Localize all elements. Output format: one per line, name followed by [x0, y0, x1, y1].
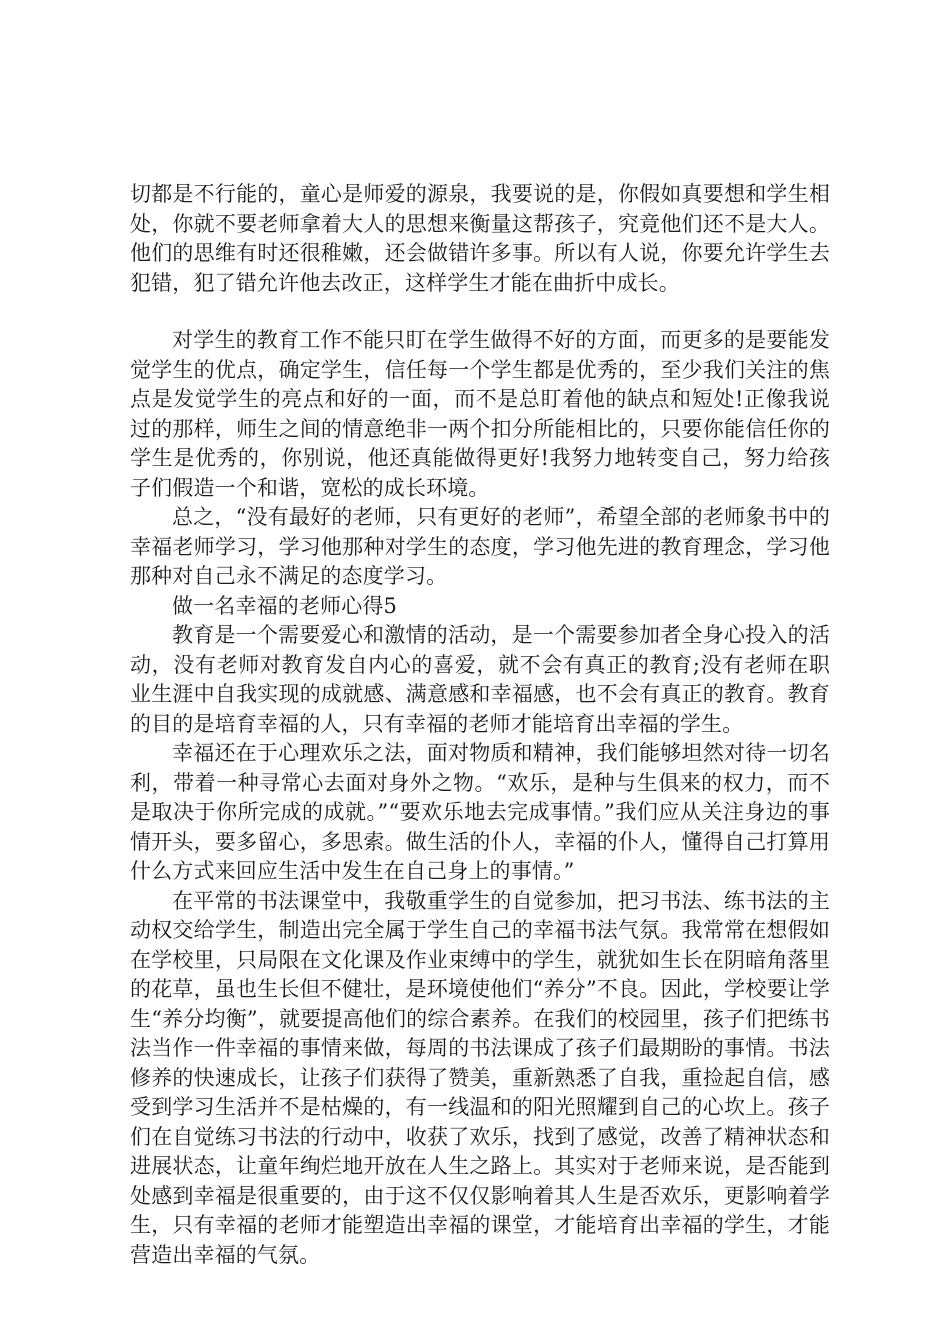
document-page	[130, 180, 830, 1270]
section-heading: 做一名幸福的老师心得5	[172, 593, 398, 618]
paragraph-conclusion: 总之，“没有最好的老师，只有更好的老师”，希望全部的老师象书中的幸福老师学习，学习他那种对学生的态度，学习他先进的教育理念，学习他那种对自己永不满足的态度学习。	[130, 505, 830, 588]
paragraph-continuation: 切都是不行能的，童心是师爱的源泉，我要说的是，你假如真要想和学生相处，你就不要老师拿着大人的思想来衡量这帮孩子，究竟他们还不是大人。他们的思维有时还很稚嫩，还会做错许多事。所以有人说，你要允许学生去犯错，犯了错允许他去改正，这样学生才能在曲折中成长。	[130, 182, 830, 295]
paragraph-happiness-mindset: 幸福还在于心理欢乐之法，面对物质和精神，我们能够坦然对待一切名利，带着一种寻常心去面对身外之物。“欢乐，是种与生俱来的权力，而不是取决于你所完成的成就。”“要欢乐地去完成事情。”我们应从关注身边的事情开头，要多留心，多思索。做生活的仆人，幸福的仆人，懂得自己打算用什么方式来回应生活中发生在自己身上的事情。”	[130, 741, 830, 883]
paragraph-education-passion: 教育是一个需要爱心和激情的活动，是一个需要参加者全身心投入的活动，没有老师对教育发自内心的喜爱，就不会有真正的教育;没有老师在职业生涯中自我实现的成就感、满意感和幸福感，也不会有真正的教育。教育的目的是培育幸福的人，只有幸福的老师才能培育出幸福的学生。	[130, 623, 830, 736]
paragraph-calligraphy-class: 在平常的书法课堂中，我敬重学生的自觉参加，把习书法、练书法的主动权交给学生，制造出完全属于学生自己的幸福书法气氛。我常常在想假如在学校里，只局限在文化课及作业束缚中的学生，就犹如生长在阴暗角落里的花草，虽也生长但不健壮，是环境使他们“养分”不良。因此，学校要让学生“养分均衡”，就要提高他们的综合素养。在我们的校园里，孩子们把练书法当作一件幸福的事情来做，每周的书法课成了孩子们最期盼的事情。书法修养的快速成长，让孩子们获得了赞美，重新熟悉了自我，重捡起自信，感受到学习生活并不是枯燥的，有一线温和的阳光照耀到自己的心坎上。孩子们在自觉练习书法的行动中，收获了欢乐，找到了感觉，改善了精神状态和进展状态，让童年绚烂地开放在人生之路上。其实对于老师来说，是否能到处感到幸福是很重要的，由于这不仅仅影响着其人生是否欢乐，更影响着学生，只有幸福的老师才能塑造出幸福的课堂，才能培育出幸福的学生，才能营造出幸福的气氛。	[130, 888, 830, 1267]
paragraph-gap	[130, 298, 830, 326]
paragraph-student-strengths: 对学生的教育工作不能只盯在学生做得不好的方面，而更多的是要能发觉学生的优点，确定学生，信任每一个学生都是优秀的，至少我们关注的焦点是发觉学生的亮点和好的一面，而不是总盯着他的缺点和短处!正像我说过的那样，师生之间的情意绝非一两个扣分所能相比的，只要你能信任你的学生是优秀的，你别说，他还真能做得更好!我努力地转变自己，努力给孩子们假造一个和谐，宽松的成长环境。	[130, 328, 830, 500]
